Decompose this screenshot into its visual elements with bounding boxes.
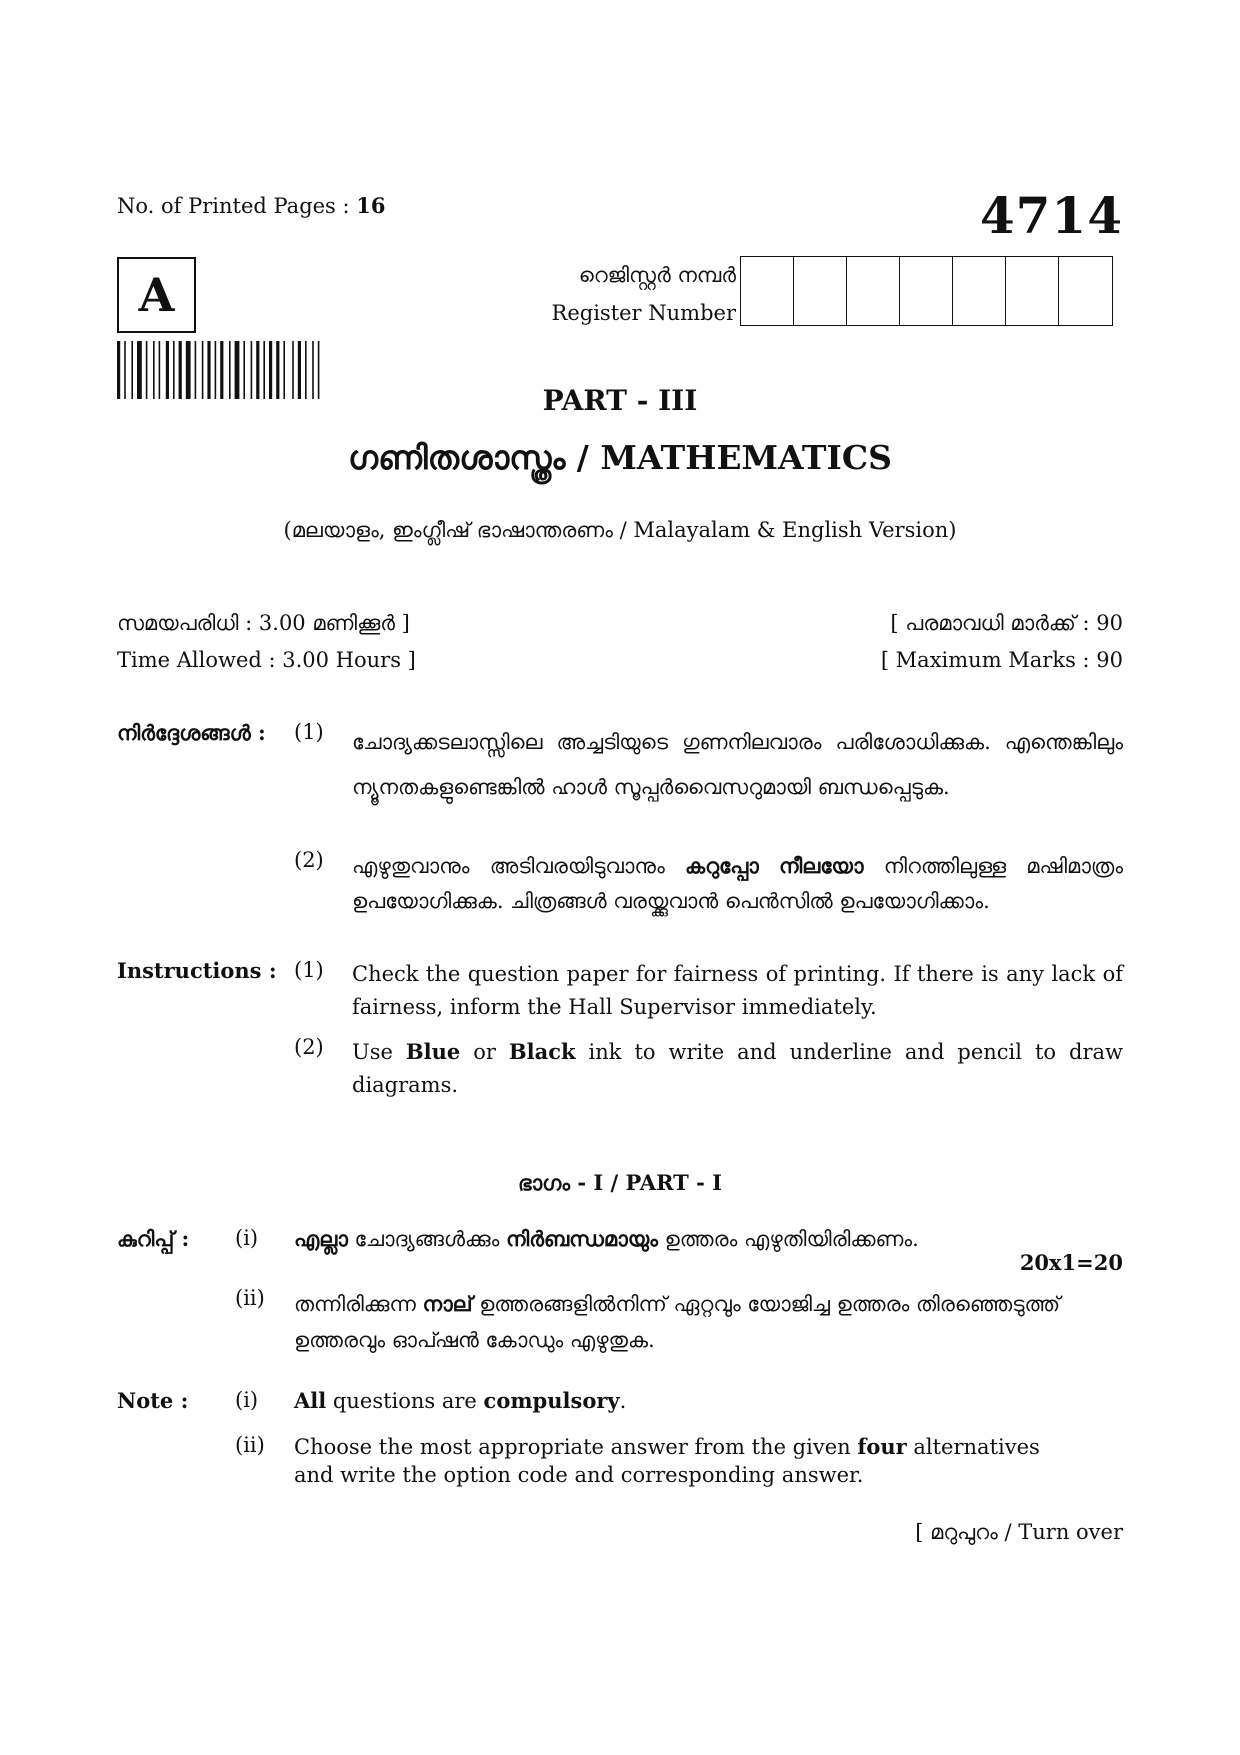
subject-heading: ഗണിതശാസ്ത്രം / MATHEMATICS <box>348 438 892 477</box>
instruction-ml-2 <box>117 848 1123 953</box>
note-number: (ii) <box>235 1286 265 1310</box>
note-ml-2 <box>117 1286 1123 1356</box>
part-one-heading: ഭാഗം - I / PART - I <box>518 1170 722 1195</box>
version-line: (മലയാളം, ഇംഗ്ലീഷ് ഭാഷാന്തരണം / Malayalam & English Version) <box>283 518 957 542</box>
text-segment: or <box>460 1040 509 1064</box>
text-bold-segment: All <box>294 1388 327 1413</box>
paper-code: 4714 <box>979 186 1123 245</box>
time-allowed <box>117 605 416 679</box>
instruction-ml-1 <box>117 720 1123 840</box>
text-segment: തന്നിരിക്കുന്ന <box>294 1292 423 1316</box>
text-segment: alternatives and write the option code and corresponding answer. <box>294 1435 1040 1487</box>
printed-pages <box>117 193 386 218</box>
register-label-english: Register Number <box>551 301 736 325</box>
instruction-text: Check the question paper for fairness of printing. If there is any lack of fairness, inform the Hall Supervisor immediately. <box>352 962 1123 1019</box>
text-bold-segment: കറുപ്പോ <box>685 853 759 878</box>
instruction-number: (2) <box>294 848 324 872</box>
note-en-2 <box>117 1433 1123 1498</box>
register-digit-box[interactable] <box>900 257 953 325</box>
register-label-malayalam: റെജിസ്റ്റർ നമ്പർ <box>578 263 736 287</box>
register-number-boxes[interactable] <box>740 256 1113 326</box>
register-digit-box[interactable] <box>741 257 794 325</box>
note-heading-malayalam: കുറിപ്പ് : <box>117 1226 190 1251</box>
instructions-heading-english: Instructions : <box>117 958 277 983</box>
text-segment: . <box>619 1389 627 1413</box>
note-number: (i) <box>235 1226 259 1250</box>
text-bold-segment: നീലയോ <box>779 853 864 878</box>
instruction-text: ചോദ്യക്കടലാസ്സിലെ അച്ചടിയുടെ ഗുണനിലവാരം പരിശോധിക്കുക. എന്തെങ്കിലും ന്യൂനതകളുണ്ടെങ്കിൽ ഹാൾ സൂപ്പർവൈസറുമായി ബന്ധപ്പെടുക. <box>352 730 1123 799</box>
register-digit-box[interactable] <box>794 257 847 325</box>
register-digit-box[interactable] <box>1006 257 1059 325</box>
text-bold-segment: Black <box>508 1039 576 1064</box>
turn-over: [ മറുപുറം / Turn over <box>915 1520 1123 1544</box>
text-bold-segment: നാല് <box>422 1291 473 1316</box>
note-text <box>294 1286 1074 1358</box>
note-ml-1 <box>117 1226 1123 1261</box>
register-digit-box[interactable] <box>1059 257 1112 325</box>
text-segment: Use <box>352 1040 406 1064</box>
set-letter: A <box>138 268 175 322</box>
note-number: (i) <box>235 1388 259 1412</box>
note-text <box>294 1388 1123 1413</box>
time-allowed-english: Time Allowed : 3.00 Hours ] <box>117 648 416 672</box>
instruction-number: (2) <box>294 1035 324 1059</box>
time-allowed-malayalam: സമയപരിധി : 3.00 മണിക്കൂർ ] <box>117 611 410 635</box>
maximum-marks-english: [ Maximum Marks : 90 <box>880 648 1123 672</box>
register-number-label <box>420 256 736 332</box>
text-segment: ഉത്തരം എഴുതിയിരിക്കണം. <box>657 1227 919 1251</box>
instruction-number: (1) <box>294 958 324 982</box>
instructions-heading-malayalam: നിർദ്ദേശങ്ങൾ : <box>117 720 266 745</box>
text-bold-segment: compulsory <box>483 1388 620 1413</box>
note-text <box>294 1226 1123 1252</box>
register-digit-box[interactable] <box>953 257 1006 325</box>
text-segment: എഴുതുവാനും അടിവരയിടുവാനും <box>352 854 686 878</box>
instruction-text <box>352 848 1123 919</box>
text-segment: ഉത്തരങ്ങളിൽനിന്ന് ഏറ്റവും യോജിച്ച ഉത്തരം തിരഞ്ഞെടുത്ത് ഉത്തരവും ഓപ്ഷൻ കോഡും എഴുതുക. <box>294 1292 1061 1352</box>
note-text <box>294 1433 1084 1489</box>
instruction-en-2 <box>117 1035 1123 1105</box>
instruction-en-1 <box>117 958 1123 1028</box>
printed-pages-label: No. of Printed Pages : <box>117 194 357 218</box>
maximum-marks <box>881 605 1123 679</box>
text-bold-segment: എല്ലാ <box>294 1226 348 1251</box>
instruction-number: (1) <box>294 720 324 744</box>
text-segment: questions are <box>326 1389 484 1413</box>
text-segment: Choose the most appropriate answer from the given <box>294 1435 858 1459</box>
part-heading: PART - III <box>542 384 698 417</box>
text-segment <box>759 854 779 878</box>
note-number: (ii) <box>235 1433 265 1457</box>
text-segment: ചോദ്യങ്ങൾക്കും <box>347 1227 507 1251</box>
marks-allocation: 20x1=20 <box>1019 1250 1123 1275</box>
text-bold-segment: four <box>857 1434 907 1459</box>
note-en-1 <box>117 1388 1123 1423</box>
note-heading-english: Note : <box>117 1388 189 1413</box>
text-segment: ink to write and underline and pencil to draw diagrams. <box>352 1040 1123 1097</box>
text-bold-segment: Blue <box>405 1039 461 1064</box>
text-segment: നിറത്തിലുള്ള മഷിമാത്രം ഉപയോഗിക്കുക. ചിത്രങ്ങൾ വരയ്ക്കുവാൻ പെൻസിൽ ഉപയോഗിക്കാം. <box>352 854 1123 913</box>
register-digit-box[interactable] <box>847 257 900 325</box>
instruction-text <box>352 1035 1123 1102</box>
question-set-box <box>117 257 196 333</box>
printed-pages-value: 16 <box>356 193 386 218</box>
text-bold-segment: നിർബന്ധമായും <box>506 1226 658 1251</box>
maximum-marks-malayalam: [ പരമാവധി മാർക്ക് : 90 <box>890 611 1123 635</box>
